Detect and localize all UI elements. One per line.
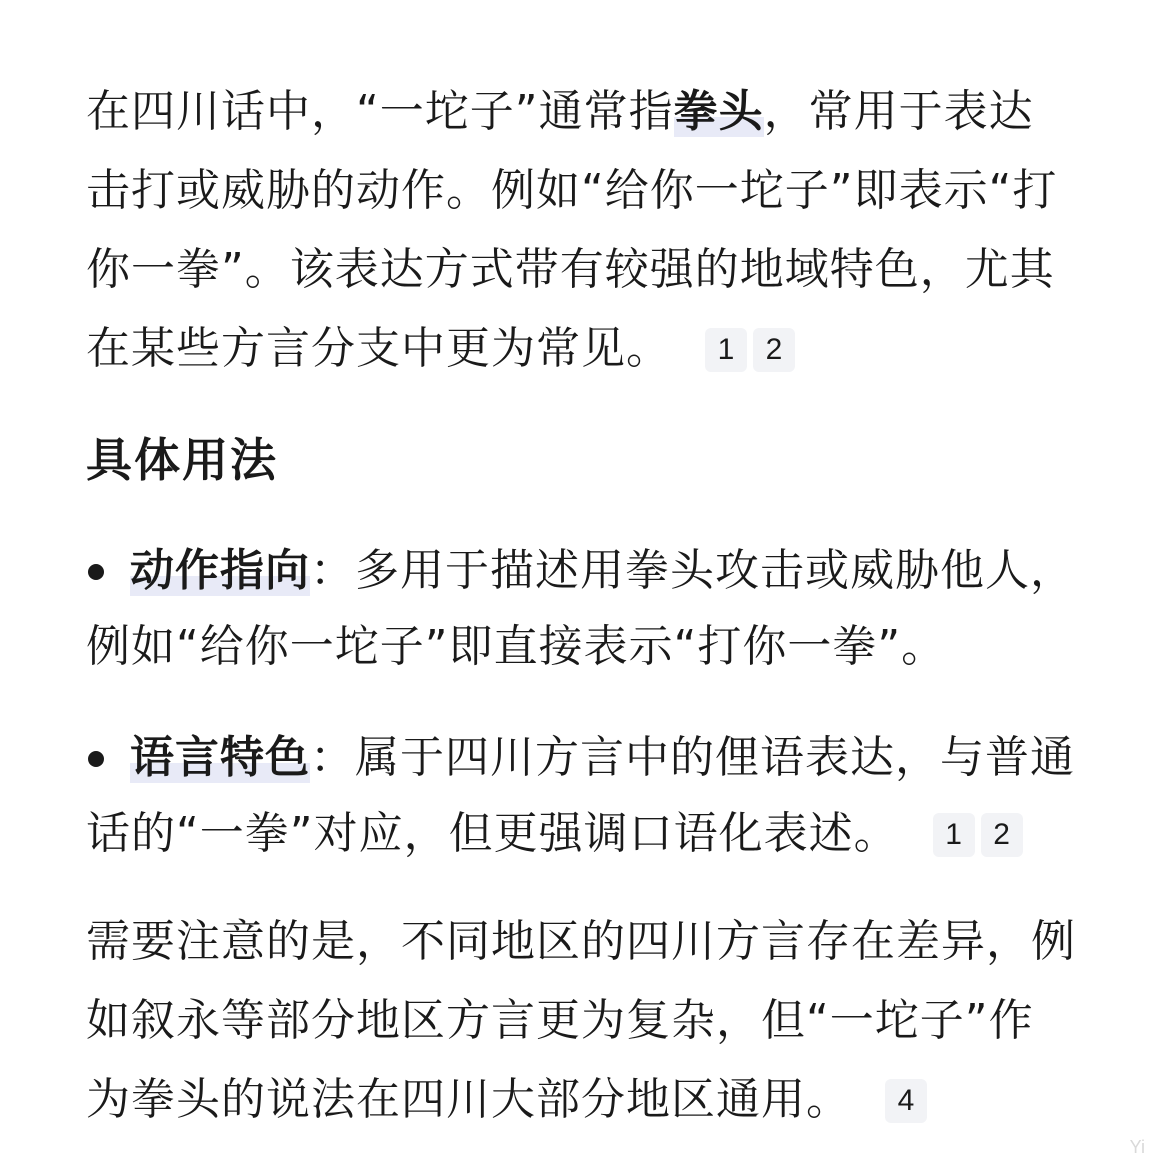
- intro-text-1: 在四川话中，“一坨子”通常指: [86, 86, 674, 137]
- citation-badge[interactable]: 2: [981, 813, 1023, 857]
- highlight-term[interactable]: 拳头: [673, 86, 764, 137]
- list-item-text: [86, 720, 1076, 872]
- watermark-text: Yi: [1129, 1137, 1145, 1157]
- section-heading: 具体用法: [86, 433, 278, 487]
- intro-paragraph: [86, 72, 1076, 388]
- list-item-body: ：多用于描述用拳头攻击或威胁他人，例如“给你一坨子”即直接表示“打你一拳”。: [86, 545, 1075, 672]
- bullet-dot: [88, 564, 104, 580]
- note-paragraph: [86, 902, 1076, 1139]
- list-item-label[interactable]: 动作指向: [130, 545, 310, 596]
- citation-badge[interactable]: 4: [885, 1079, 927, 1123]
- list-item: [86, 533, 1076, 685]
- bullet-dot: [88, 751, 104, 767]
- list-item-text: [86, 533, 1076, 685]
- list-item-label[interactable]: 语言特色: [130, 732, 310, 783]
- list-item: [86, 720, 1076, 872]
- intro-text-2: ，常用于表达击打或威胁的动作。例如“给你一坨子”即表示“打你一拳”。该表达方式带有较强的地域特色，尤其在某些方言分支中更为常见。: [86, 86, 1058, 374]
- citation-badge[interactable]: 2: [753, 328, 795, 372]
- citation-badge[interactable]: 1: [705, 328, 747, 372]
- list-item-body: ：属于四川方言中的俚语表达，与普通话的“一拳”对应，但更强调口语化表述。: [86, 732, 1075, 859]
- note-text: 需要注意的是，不同地区的四川方言存在差异，例如叙永等部分地区方言更为复杂，但“一坨子”作为拳头的说法在四川大部分地区通用。: [86, 916, 1076, 1125]
- citation-badge[interactable]: 1: [933, 813, 975, 857]
